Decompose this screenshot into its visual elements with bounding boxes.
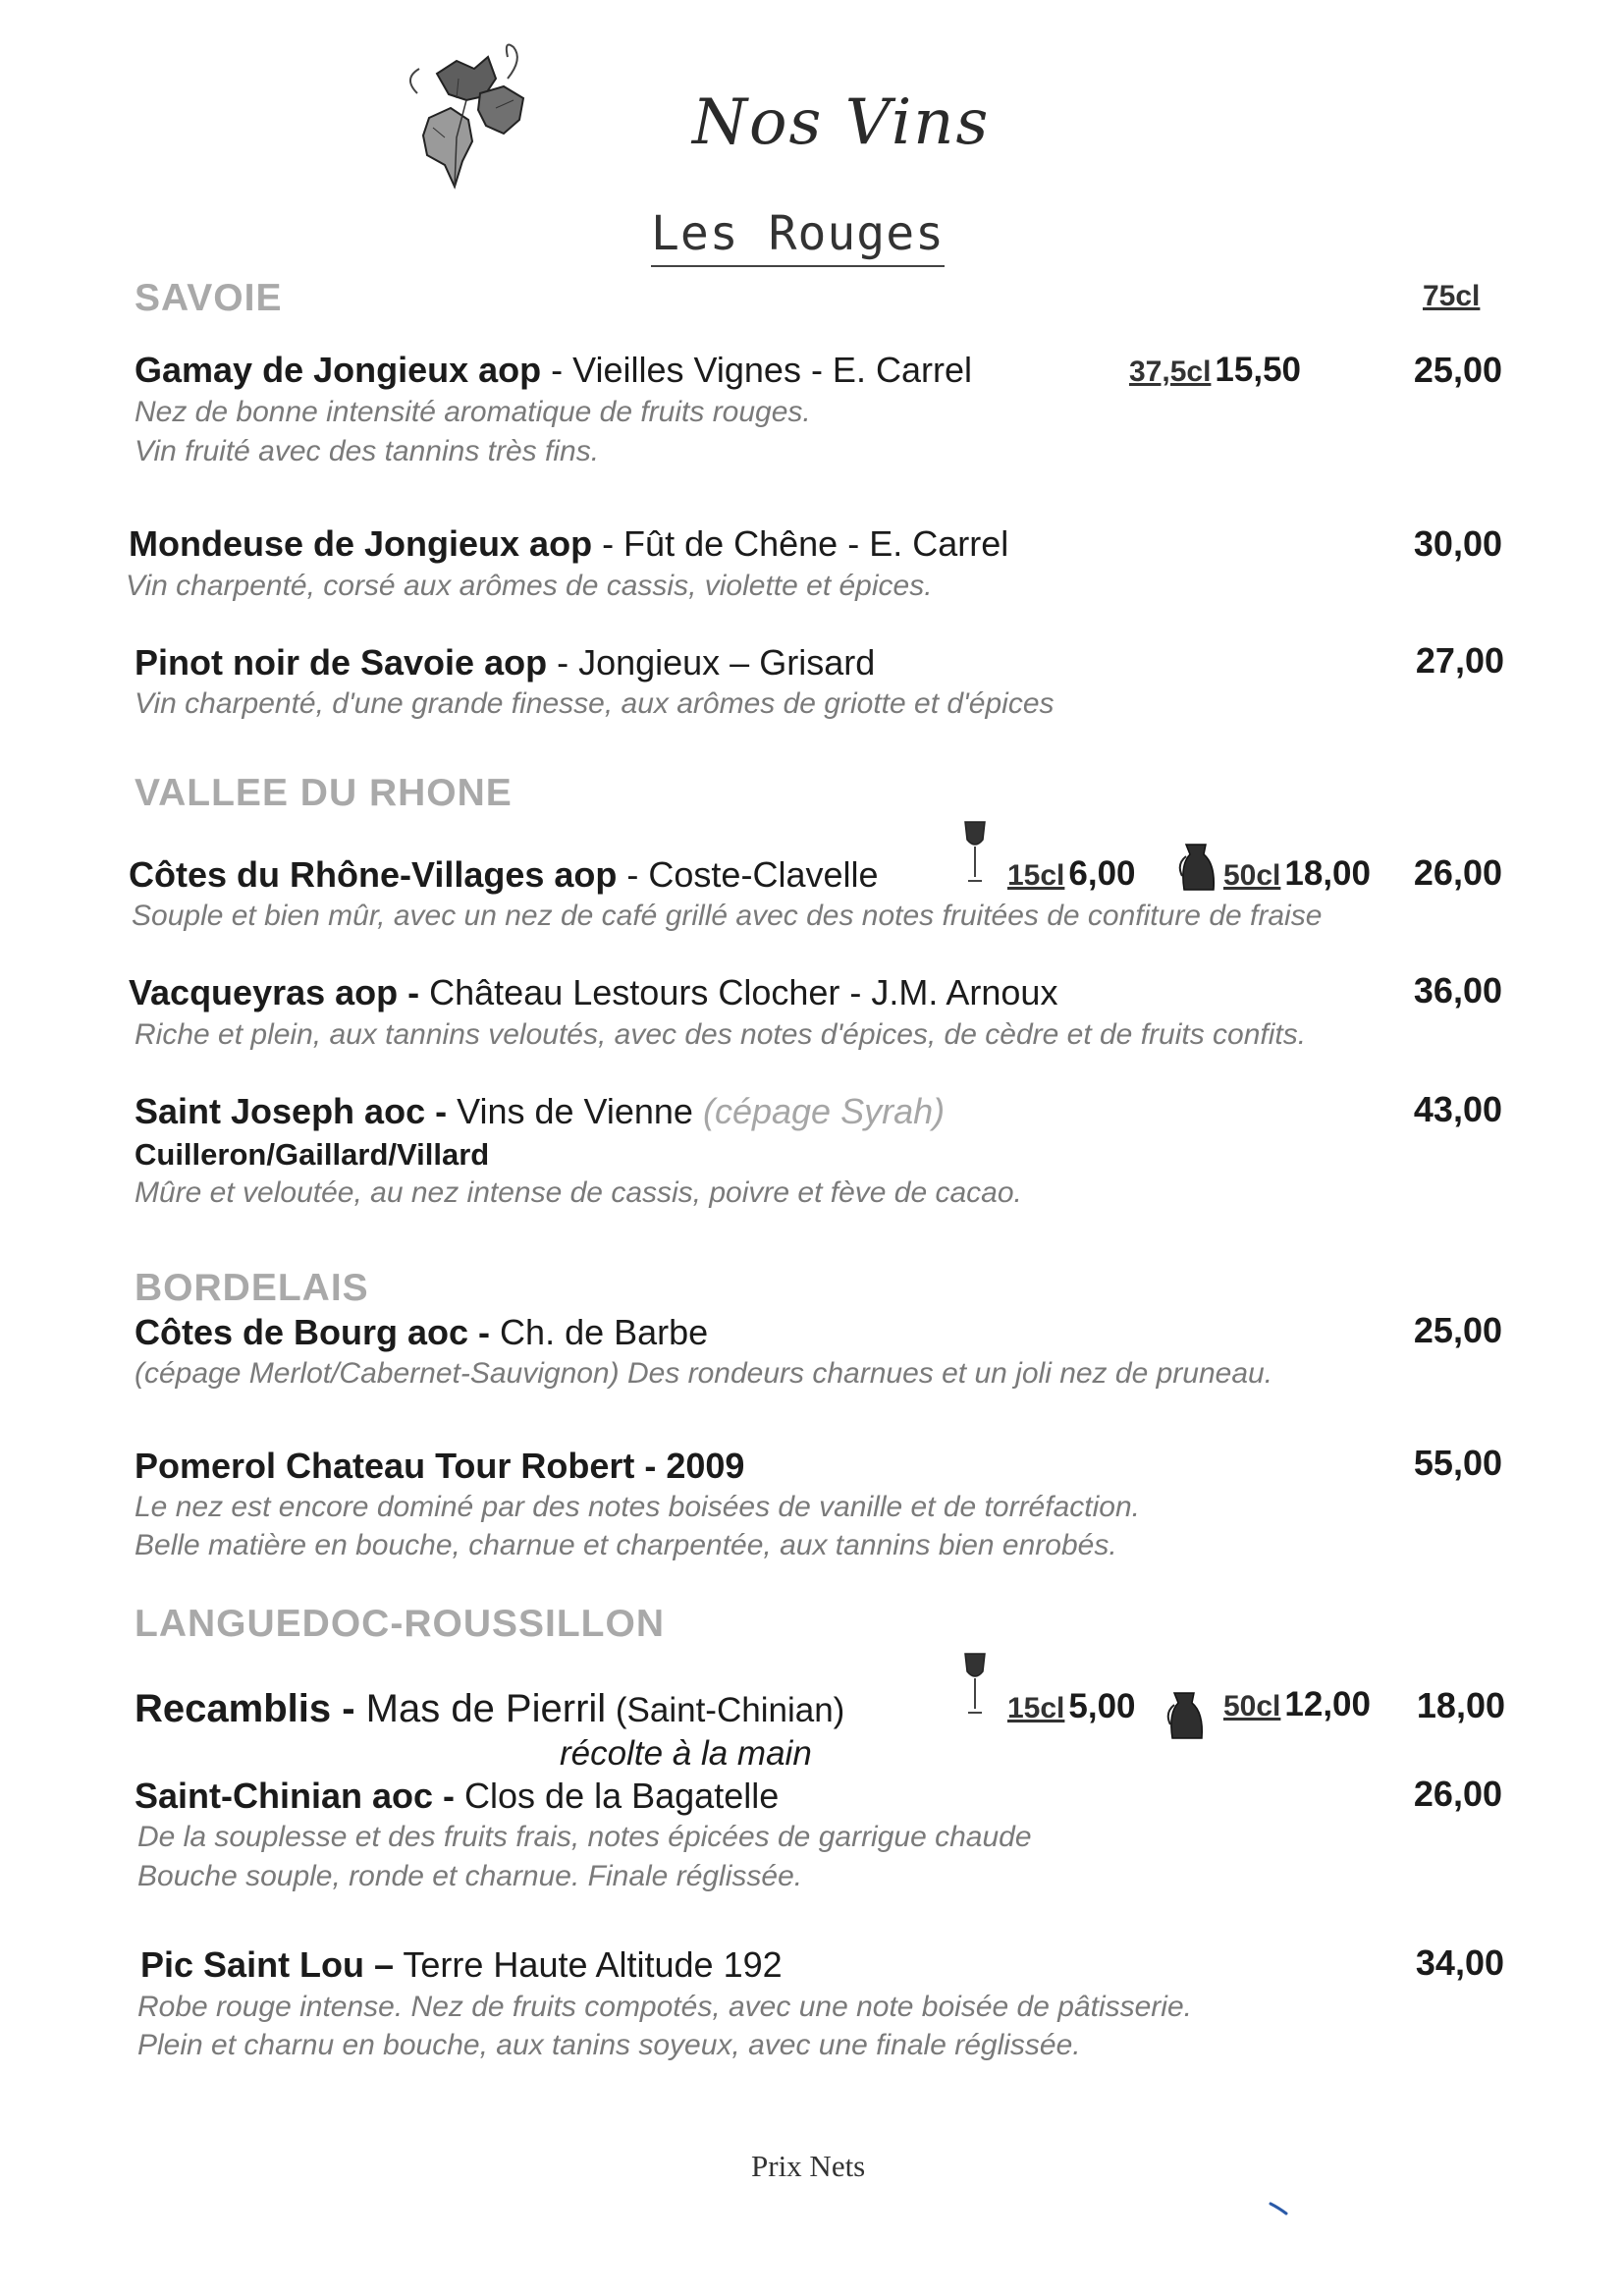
wine-vacqueyras xyxy=(129,972,1057,1013)
wine-name: Côtes de Bourg aoc - xyxy=(135,1312,491,1352)
wine-name: Pic Saint Lou – xyxy=(140,1944,395,1985)
wine-description: Plein et charnu en bouche, aux tanins soyeux, avec une finale réglissée. xyxy=(137,2029,1081,2061)
wine-name: Pomerol Chateau Tour Robert - 2009 xyxy=(135,1446,745,1486)
wine-appellation: (Saint-Chinian) xyxy=(606,1691,845,1729)
price: 55,00 xyxy=(1413,1443,1502,1483)
wine-glass-icon xyxy=(962,1652,988,1717)
carafe-icon xyxy=(1164,1691,1206,1742)
price: 25,00 xyxy=(1413,350,1502,390)
wine-description: Mûre et veloutée, au nez intense de cassis, poivre et fève de cacao. xyxy=(135,1176,1022,1209)
wine-name: Saint Joseph aoc - xyxy=(135,1091,448,1131)
wine-description: Souple et bien mûr, avec un nez de café grillé avec des notes fruitées de confiture de fraise xyxy=(132,900,1323,932)
footer-note: Prix Nets xyxy=(751,2149,866,2183)
glass-size: 15cl xyxy=(1007,859,1065,892)
section-vallee-du-rhone: VALLEE DU RHONE xyxy=(135,772,513,814)
wine-saint-joseph xyxy=(135,1091,945,1132)
half-bottle-price: 37,5cl 15,50 xyxy=(1129,351,1302,389)
wine-detail: - Coste-Clavelle xyxy=(617,854,879,895)
carafe-price: 50cl 18,00 xyxy=(1223,854,1371,893)
wine-detail: - Fût de Chêne - E. Carrel xyxy=(592,523,1009,564)
wine-description: Le nez est encore dominé par des notes boisées de vanille et de torréfaction. xyxy=(135,1491,1140,1523)
wine-description: De la souplesse et des fruits frais, notes épicées de garrigue chaude xyxy=(137,1821,1032,1853)
price: 26,00 xyxy=(1413,852,1502,893)
price: 36,00 xyxy=(1413,970,1502,1011)
wine-detail: Terre Haute Altitude 192 xyxy=(394,1944,783,1985)
wine-name: Gamay de Jongieux aop xyxy=(135,350,542,390)
section-languedoc-roussillon: LANGUEDOC-ROUSSILLON xyxy=(135,1603,665,1645)
wine-pic-saint-lou xyxy=(140,1944,783,1986)
wine-description: Riche et plein, aux tannins veloutés, avec des notes d'épices, de cèdre et de fruits confits. xyxy=(135,1018,1307,1051)
harvest-note: récolte à la main xyxy=(560,1734,812,1773)
price: 30,00 xyxy=(1413,523,1502,564)
wine-description: Vin charpenté, corsé aux arômes de cassis, violette et épices. xyxy=(126,570,933,602)
section-savoie: SAVOIE xyxy=(135,277,283,319)
carafe-size: 50cl xyxy=(1223,859,1281,892)
page-title: Les Rouges xyxy=(651,206,945,267)
price: 27,00 xyxy=(1415,640,1504,681)
wine-name: Recamblis - xyxy=(135,1687,355,1730)
wine-cotes-du-rhone xyxy=(129,854,879,896)
wine-description: Robe rouge intense. Nez de fruits compotés, avec une note boisée de pâtisserie. xyxy=(137,1991,1192,2023)
price: 26,00 xyxy=(1413,1774,1502,1814)
wine-pomerol xyxy=(135,1446,744,1487)
carafe-icon xyxy=(1176,843,1217,894)
glass-price: 15cl 6,00 xyxy=(1007,854,1136,893)
wine-detail: Ch. de Barbe xyxy=(490,1312,709,1352)
price: 43,00 xyxy=(1413,1089,1502,1129)
wine-mondeuse xyxy=(129,523,1008,565)
wine-cotes-de-bourg xyxy=(135,1312,708,1353)
wine-detail: - Vieilles Vignes - E. Carrel xyxy=(541,350,972,390)
menu-script-title: Nos Vins xyxy=(692,86,991,159)
wine-description: Belle matière en bouche, charnue et charpentée, aux tannins bien enrobés. xyxy=(135,1529,1117,1561)
glass-size: 15cl xyxy=(1007,1692,1065,1724)
carafe-price: 50cl 12,00 xyxy=(1223,1685,1371,1723)
wine-recamblis xyxy=(135,1687,844,1731)
wine-detail: Vins de Vienne xyxy=(447,1091,703,1131)
wine-name: Mondeuse de Jongieux aop xyxy=(129,523,593,564)
wine-producers: Cuilleron/Gaillard/Villard xyxy=(135,1137,490,1172)
wine-description: Vin charpenté, d'une grande finesse, aux arômes de griotte et d'épices xyxy=(135,687,1055,720)
section-bordelais: BORDELAIS xyxy=(135,1267,369,1309)
wine-saint-chinian xyxy=(135,1776,779,1817)
pen-mark-icon xyxy=(1269,2200,1290,2217)
half-bottle-size: 37,5cl xyxy=(1129,355,1212,388)
wine-name: Côtes du Rhône-Villages aop xyxy=(129,854,618,895)
wine-description: Vin fruité avec des tannins très fins. xyxy=(135,435,600,467)
grape-variety: (cépage Syrah) xyxy=(702,1091,946,1131)
wine-name: Saint-Chinian aoc - xyxy=(135,1776,456,1816)
bottle-size-header: 75cl xyxy=(1423,280,1481,312)
price: 25,00 xyxy=(1413,1310,1502,1350)
wine-detail: Mas de Pierril xyxy=(354,1687,607,1730)
wine-description: Bouche souple, ronde et charnue. Finale réglissée. xyxy=(137,1860,803,1892)
glass-price: 15cl 5,00 xyxy=(1007,1687,1136,1725)
wine-description: (cépage Merlot/Cabernet-Sauvignon) Des rondeurs charnues et un joli nez de pruneau. xyxy=(135,1357,1273,1390)
wine-glass-icon xyxy=(962,820,988,885)
wine-name: Pinot noir de Savoie aop xyxy=(135,642,548,683)
grape-leaves-icon xyxy=(398,39,545,201)
wine-detail: Château Lestours Clocher - J.M. Arnoux xyxy=(419,972,1058,1012)
wine-pinot-noir xyxy=(135,642,875,683)
wine-description: Nez de bonne intensité aromatique de fruits rouges. xyxy=(135,396,811,428)
wine-name: Vacqueyras aop - xyxy=(129,972,420,1012)
wine-detail: - Jongieux – Grisard xyxy=(547,642,876,683)
price: 34,00 xyxy=(1415,1942,1504,1983)
wine-detail: Clos de la Bagatelle xyxy=(455,1776,780,1816)
carafe-size: 50cl xyxy=(1223,1690,1281,1722)
wine-gamay xyxy=(135,350,972,391)
price: 18,00 xyxy=(1416,1685,1505,1725)
